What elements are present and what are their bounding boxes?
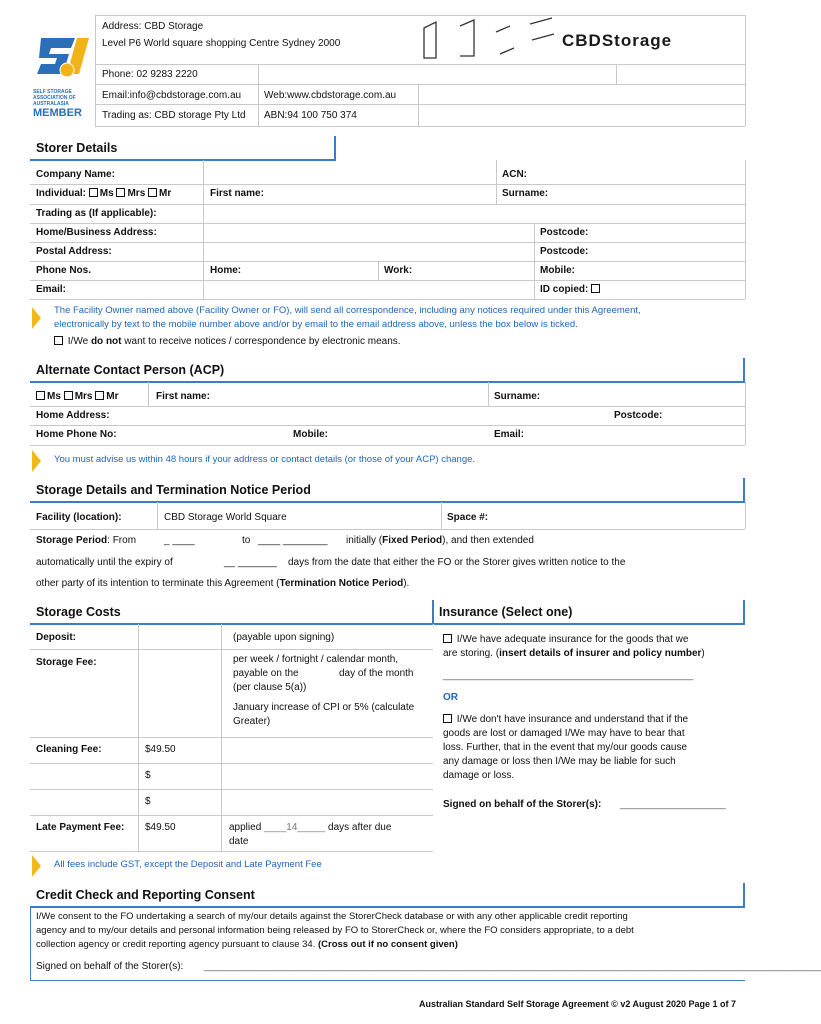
termination-notice-period: Termination Notice Period — [279, 578, 404, 589]
period-to: to — [242, 535, 251, 546]
credit-line3-text: collection agency or credit reporting agency pursuant to clause 34. — [36, 939, 316, 950]
logo-line3: AUSTRALASIA — [33, 101, 69, 107]
fees-note-arrow-icon — [32, 855, 41, 877]
insurance-opt2-line1 — [443, 714, 688, 725]
storage-period-row — [36, 535, 136, 546]
date-text: date — [229, 836, 249, 847]
deposit-note: (payable upon signing) — [233, 632, 335, 643]
fixed-period: Fixed Period — [382, 535, 443, 546]
acp-mrs-label: Mrs — [74, 391, 93, 402]
acp-title: Alternate Contact Person (ACP) — [36, 363, 225, 377]
extended-text: ), and then extended — [442, 535, 534, 546]
late-fee-label: Late Payment Fee: — [36, 822, 125, 833]
opt2-3: loss. Further, that in the event that my/our goods cause — [443, 742, 688, 753]
applied-text: applied — [229, 822, 262, 833]
acp-home-phone-label: Home Phone No: — [36, 429, 117, 440]
optout-b: do not — [90, 336, 122, 347]
acn-label: ACN: — [502, 169, 527, 180]
days-line: days from the date that either the FO or the Storer gives written notice to the — [288, 557, 626, 568]
company-name-label: Company Name: — [36, 169, 115, 180]
ms-label: Ms — [99, 188, 114, 199]
company-name-input[interactable] — [205, 162, 494, 182]
storage-fee-note4: (per clause 5(a)) — [233, 682, 307, 693]
facility-label: Facility (location): — [36, 512, 122, 523]
mr-checkbox[interactable] — [148, 188, 157, 197]
trading-as: Trading as: CBD storage Pty Ltd — [102, 110, 246, 121]
individual-text: Individual: — [36, 188, 86, 199]
storage-title: Storage Details and Termination Notice Period — [36, 483, 311, 497]
facility-value: CBD Storage World Square — [164, 512, 287, 523]
ms-checkbox[interactable] — [89, 188, 98, 197]
acp-ms-checkbox[interactable] — [36, 391, 45, 400]
acp-mobile-label: Mobile: — [293, 429, 328, 440]
insurance-title: Insurance (Select one) — [439, 605, 573, 619]
acp-note-arrow-icon — [32, 450, 41, 472]
extra-fee-1: $ — [145, 770, 151, 781]
mobile-label: Mobile: — [540, 265, 575, 276]
opt1-b: are storing. ( — [443, 648, 500, 659]
opt2-1: I/We don't have insurance and understand that if the — [456, 714, 689, 725]
acp-home-address-label: Home Address: — [36, 410, 110, 421]
id-copied-checkbox[interactable] — [591, 284, 600, 293]
space-label: Space #: — [447, 512, 489, 523]
acp-email-label: Email: — [494, 429, 525, 440]
opt2-5: damage or loss. — [443, 770, 515, 781]
home-phone-label: Home: — [210, 265, 242, 276]
credit-line3 — [36, 939, 458, 950]
other-line — [36, 578, 409, 589]
footer-text: Australian Standard Self Storage Agreement © v2 August 2020 Page 1 of 7 — [419, 999, 737, 1009]
fees-note: All fees include GST, except the Deposit and Late Payment Fee — [54, 859, 322, 870]
work-phone-label: Work: — [384, 265, 413, 276]
period-label: Storage Period — [36, 535, 108, 546]
other-line-b: ). — [403, 578, 410, 589]
address-line2: Level P6 World square shopping Centre Sydney 2000 — [102, 38, 341, 49]
credit-line3-bold: (Cross out if no consent given) — [318, 939, 458, 950]
acp-mrs-checkbox[interactable] — [64, 391, 73, 400]
brand-mark-icon — [420, 16, 560, 62]
logo-line1: SELF STORAGE — [33, 89, 72, 95]
web: Web:www.cbdstorage.com.au — [264, 90, 397, 101]
storage-fee-note1: per week / fortnight / calendar month, — [233, 654, 399, 665]
phone: Phone: 02 9283 2220 — [102, 69, 198, 80]
opt1-a: I/We have adequate insurance for the goods that we — [456, 634, 689, 645]
period-from: : From — [107, 535, 137, 546]
deposit-label: Deposit: — [36, 632, 76, 643]
address-line1: Address: CBD Storage — [102, 21, 204, 32]
acp-title-checkboxes — [36, 391, 119, 402]
acp-mr-checkbox[interactable] — [95, 391, 104, 400]
other-line-a: other party of its intention to terminate this Agreement ( — [36, 578, 280, 589]
acp-first-name-label: First name: — [156, 391, 210, 402]
cleaning-fee-value: $49.50 — [145, 744, 176, 755]
period-to-blank[interactable]: ____ ________ — [258, 535, 328, 546]
postcode-label-1: Postcode: — [540, 227, 589, 238]
insurance-opt1-checkbox[interactable] — [443, 634, 452, 643]
initially-text: initially ( — [346, 535, 383, 546]
storage-fee-note3: day of the month — [339, 668, 414, 679]
acp-postcode-label: Postcode: — [614, 410, 663, 421]
mrs-checkbox[interactable] — [116, 188, 125, 197]
storage-fee-label: Storage Fee: — [36, 657, 97, 668]
notice-note-line1: The Facility Owner named above (Facility Owner or FO), will send all correspondence, including any notices required under this Agreement, — [54, 305, 641, 316]
acp-note: You must advise us within 48 hours if your address or contact details (or those of your ACP) change. — [54, 454, 476, 465]
late-fee-value: $49.50 — [145, 822, 176, 833]
first-name-label: First name: — [210, 188, 264, 199]
logo-member: MEMBER — [33, 107, 82, 119]
credit-line2: agency and to my/our details and personal information being released by FO to StorerCheck or, where the FO considers appropriate, to a debt — [36, 925, 634, 936]
abn: ABN:94 100 750 374 — [264, 110, 357, 121]
ssaa-logo — [33, 34, 93, 120]
trading-as-label: Trading as (If applicable): — [36, 208, 157, 219]
days-after-text: days after due — [328, 822, 392, 833]
cpi-note2: Greater) — [233, 716, 271, 727]
individual-label — [36, 188, 171, 199]
logo-line2: ASSOCIATION OF — [33, 95, 76, 101]
credit-title: Credit Check and Reporting Consent — [36, 888, 255, 902]
email: Email:info@cbdstorage.com.au — [102, 90, 242, 101]
brand-name: CBDStorage — [562, 31, 673, 50]
opt2-2: goods are lost or damaged I/We may have to bear that — [443, 728, 685, 739]
applied-days: ____14_____ — [264, 822, 326, 833]
cpi-note1: January increase of CPI or 5% (calculate — [233, 702, 415, 713]
home-business-label: Home/Business Address: — [36, 227, 157, 238]
surname-label: Surname: — [502, 188, 549, 199]
email-label: Email: — [36, 284, 67, 295]
or-label: OR — [443, 692, 458, 703]
insurance-opt2-checkbox[interactable] — [443, 714, 452, 723]
optout-a: I/We — [67, 336, 89, 347]
period-initially — [346, 535, 534, 546]
optout-checkbox[interactable] — [54, 336, 63, 345]
storer-title: Storer Details — [36, 141, 118, 155]
mr-label: Mr — [159, 188, 172, 199]
postal-label: Postal Address: — [36, 246, 112, 257]
opt1-bold: insert details of insurer and policy number — [499, 648, 702, 659]
insurance-opt1-line1 — [443, 634, 688, 645]
credit-signed-label: Signed on behalf of the Storer(s): — [36, 961, 184, 972]
auto-line: automatically until the expiry of — [36, 557, 173, 568]
insurance-opt1-line2 — [443, 648, 705, 659]
costs-title: Storage Costs — [36, 605, 121, 619]
postcode-label-2: Postcode: — [540, 246, 589, 257]
notice-blank[interactable]: __ _______ — [224, 557, 277, 568]
applied-row — [229, 822, 391, 833]
period-from-blank[interactable]: _ ____ — [164, 535, 195, 546]
id-copied-text: ID copied: — [540, 284, 589, 295]
acp-ms-label: Ms — [47, 391, 61, 402]
extra-fee-2: $ — [145, 796, 151, 807]
insurance-signature-line[interactable]: ___________________ — [620, 799, 726, 810]
optout-c: want to receive notices / correspondence by electronic means. — [124, 336, 401, 347]
storage-fee-note2: payable on the — [233, 668, 299, 679]
phone-nos-label: Phone Nos. — [36, 265, 92, 276]
note-arrow-icon — [32, 307, 41, 329]
insurance-signed-label: Signed on behalf of the Storer(s): — [443, 799, 602, 810]
id-copied-label — [540, 284, 602, 295]
credit-signature-line[interactable]: _______________________________________________________________________________________________________________ — [204, 961, 821, 972]
opt2-4: any damage or loss then I/We may be liable for such — [443, 756, 676, 767]
acp-mr-label: Mr — [106, 391, 119, 402]
acp-surname-label: Surname: — [494, 391, 541, 402]
insurer-details-line[interactable]: _____________________________________________ — [443, 670, 694, 681]
optout-row — [54, 336, 401, 347]
credit-line1: I/We consent to the FO undertaking a search of my/our details against the StorerCheck database or with any other applicable credit reporting — [36, 911, 628, 922]
mrs-label: Mrs — [127, 188, 146, 199]
opt1-c: ) — [701, 648, 705, 659]
notice-note-line2: electronically by text to the mobile number above and/or by email to the email address above, unless the box below is ticked. — [54, 319, 578, 330]
cleaning-fee-label: Cleaning Fee: — [36, 744, 102, 755]
